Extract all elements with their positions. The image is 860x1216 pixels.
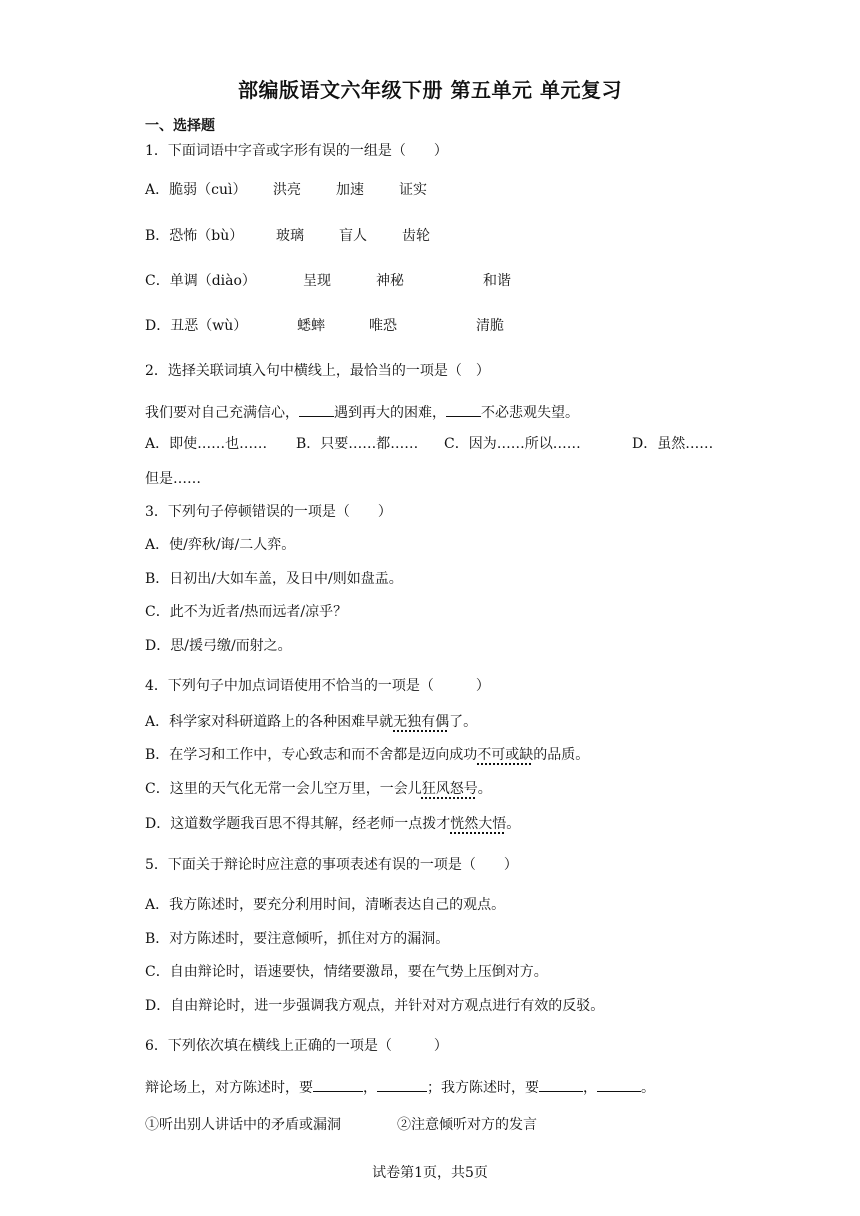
q5-option-b: B．对方陈述时，要注意倾听，抓住对方的漏洞。 — [145, 931, 450, 947]
q6-blank-1 — [313, 1077, 363, 1092]
q2-option-d: D．虽然…… — [632, 436, 714, 452]
q1-c-word1: C．单调（diào） — [145, 273, 256, 289]
q3-option-d: D．思/援弓缴/而射之。 — [145, 638, 292, 654]
q6-blank-3 — [539, 1077, 583, 1092]
q1-stem: 1．下面词语中字音或字形有误的一组是（ ） — [145, 143, 448, 159]
q4-d-tail: 。 — [506, 816, 521, 832]
q2-sentence-part2: 遇到再大的困难， — [334, 405, 446, 421]
q2-stem: 2．选择关联词填入句中横线上，最恰当的一项是（ ） — [145, 363, 490, 379]
q4-c-tail: 。 — [477, 781, 492, 797]
page-footer: 试卷第1页，共5页 — [372, 1165, 488, 1181]
q6-comma-2: ， — [583, 1080, 597, 1096]
q6-blank-4 — [597, 1077, 641, 1092]
q6-blank-2 — [377, 1077, 427, 1092]
q3-stem: 3．下列句子停顿错误的一项是（ ） — [145, 504, 392, 520]
q2-option-b: B．只要……都…… — [296, 436, 419, 452]
q5-option-c: C．自由辩论时，语速要快，情绪要激昂，要在气势上压倒对方。 — [145, 964, 548, 980]
q1-d-word2: 蟋蟀 — [297, 318, 325, 334]
q5-option-a: A．我方陈述时，要充分利用时间，清晰表达自己的观点。 — [145, 897, 506, 913]
q1-b-word3: 盲人 — [339, 228, 367, 244]
q6-stem: 6．下列依次填在横线上正确的一项是（ ） — [145, 1038, 448, 1054]
q1-b-word4: 齿轮 — [402, 228, 430, 244]
q6-sentence-part1: 辩论场上，对方陈述时，要 — [145, 1080, 313, 1096]
q2-sentence-part3: 不必悲观失望。 — [481, 405, 579, 421]
q4-b-tail: 的品质。 — [533, 747, 590, 763]
q1-d-word3: 唯恐 — [369, 318, 397, 334]
section-heading: 一、选择题 — [145, 118, 215, 134]
q1-c-word2: 呈现 — [303, 273, 331, 289]
q4-b-dotted-phrase: 不可或缺 — [477, 747, 534, 763]
q1-a-word1: A．脆弱（cuì） — [145, 182, 247, 198]
q4-option-b — [145, 746, 589, 764]
q3-option-a: A．使/弈秋/诲/二人弈。 — [145, 537, 296, 553]
q5-stem: 5．下面关于辩论时应注意的事项表述有误的一项是（ ） — [145, 857, 518, 873]
q2-option-a: A．即使……也…… — [145, 436, 268, 452]
q4-b-text: B．在学习和工作中，专心致志和而不舍都是迈向成功 — [145, 747, 478, 763]
q2-sentence-part1: 我们要对自己充满信心， — [145, 405, 299, 421]
q6-comma-1: ， — [363, 1080, 377, 1096]
q4-a-text: A．科学家对科研道路上的各种困难早就 — [145, 714, 394, 730]
q1-b-word2: 玻璃 — [276, 228, 304, 244]
page-title: 部编版语文六年级下册 第五单元 单元复习 — [238, 78, 622, 102]
q5-option-d: D．自由辩论时，进一步强调我方观点，并针对对方观点进行有效的反驳。 — [145, 998, 605, 1014]
q1-d-word1: D．丑恶（wù） — [145, 318, 248, 334]
q4-c-text: C．这里的天气化无常一会儿空万里，一会儿 — [145, 781, 422, 797]
q6-sentence-part2: ；我方陈述时，要 — [427, 1080, 539, 1096]
q4-c-dotted-phrase: 狂风怒号 — [421, 781, 478, 797]
q4-option-a — [145, 713, 477, 731]
q4-option-c — [145, 780, 492, 798]
q4-option-d — [145, 815, 520, 833]
q6-period: 。 — [641, 1080, 655, 1096]
q4-stem: 4．下列句子中加点词语使用不恰当的一项是（ ） — [145, 678, 490, 694]
q6-sentence — [145, 1077, 655, 1097]
q3-option-c: C．此不为近者/热而远者/凉乎？ — [145, 604, 348, 620]
q2-blank-1 — [299, 402, 334, 417]
q3-option-b: B．日初出/大如车盖，及日中/则如盘盂。 — [145, 571, 403, 587]
q2-sentence — [145, 402, 579, 422]
q1-b-word1: B．恐怖（bù） — [145, 228, 244, 244]
q1-a-word2: 洪亮 — [273, 182, 301, 198]
q2-option-d-cont: 但是…… — [145, 471, 201, 487]
q2-blank-2 — [446, 402, 481, 417]
q1-c-word4: 和谐 — [483, 273, 511, 289]
q1-a-word3: 加速 — [336, 182, 364, 198]
q2-option-c: C．因为……所以…… — [444, 436, 581, 452]
q4-d-dotted-phrase: 恍然大悟 — [450, 816, 507, 832]
q4-a-dotted-phrase: 无独有偶 — [393, 714, 450, 730]
q1-a-word4: 证实 — [399, 182, 427, 198]
q4-d-text: D．这道数学题我百思不得其解，经老师一点拨才 — [145, 816, 451, 832]
q1-d-word4: 清脆 — [476, 318, 504, 334]
q4-a-tail: 了。 — [449, 714, 478, 730]
q6-item-2: ②注意倾听对方的发言 — [397, 1117, 537, 1133]
q6-item-1: ①听出别人讲话中的矛盾或漏洞 — [145, 1117, 341, 1133]
q1-c-word3: 神秘 — [376, 273, 404, 289]
